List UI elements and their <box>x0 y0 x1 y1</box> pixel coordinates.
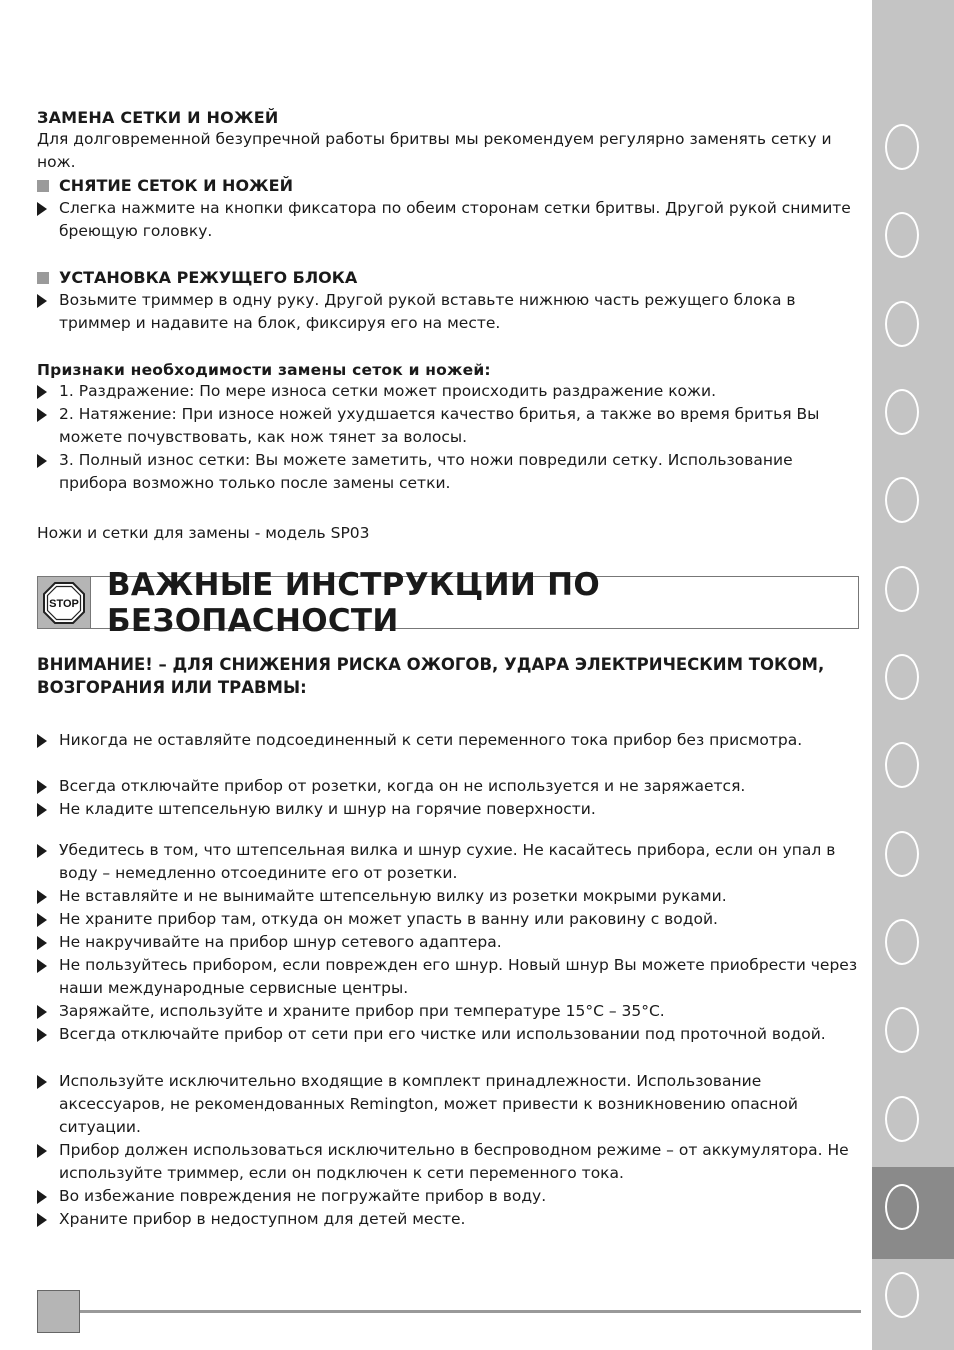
section-removal <box>37 176 863 243</box>
safety-list-group-3 <box>37 839 863 1046</box>
section-title: ЗАМЕНА СЕТКИ И НОЖЕЙ <box>37 108 279 127</box>
language-tab-9[interactable] <box>885 831 919 877</box>
page-number-box <box>37 1290 80 1333</box>
square-bullet-icon <box>37 180 49 192</box>
square-bullet-icon <box>37 272 49 284</box>
language-tab-12[interactable] <box>885 1096 919 1142</box>
list-item: Не кладите штепсельную вилку и шнур на горячие поверхности. <box>37 798 863 821</box>
replacement-note: Ножи и сетки для замены - модель SP03 <box>37 524 370 542</box>
triangle-bullet-icon <box>37 1005 47 1019</box>
triangle-bullet-icon <box>37 385 47 399</box>
language-tab-1[interactable] <box>885 124 919 170</box>
list-item: Слегка нажмите на кнопки фиксатора по обеим сторонам сетки бритвы. Другой рукой снимите бреющую головку. <box>37 197 863 243</box>
language-tab-8[interactable] <box>885 742 919 788</box>
section-signs <box>37 361 863 495</box>
stop-sign-label: STOP <box>49 597 79 610</box>
list-item: Никогда не оставляйте подсоединенный к сети переменного тока прибор без присмотра. <box>37 729 863 752</box>
safety-warning: ВНИМАНИЕ! – ДЛЯ СНИЖЕНИЯ РИСКА ОЖОГОВ, УДАРА ЭЛЕКТРИЧЕСКИМ ТОКОМ, ВОЗГОРАНИЯ ИЛИ ТРАВМЫ: <box>37 655 825 697</box>
language-tab-4[interactable] <box>885 389 919 435</box>
subsection-title: СНЯТИЕ СЕТОК И НОЖЕЙ <box>37 176 863 195</box>
stop-sign-icon <box>42 581 86 625</box>
list-item: Возьмите триммер в одну руку. Другой рукой вставьте нижнюю часть режущего блока в триммер и надавите на блок, фиксируя его на месте. <box>37 289 863 335</box>
language-tab-13[interactable] <box>885 1184 919 1230</box>
triangle-bullet-icon <box>37 1213 47 1227</box>
triangle-bullet-icon <box>37 890 47 904</box>
safety-list-group-1 <box>37 729 863 752</box>
triangle-bullet-icon <box>37 844 47 858</box>
language-tab-3[interactable] <box>885 301 919 347</box>
language-tab-14[interactable] <box>885 1272 919 1318</box>
list-item: 2. Натяжение: При износе ножей ухудшается качество бритья, а также во время бритья Вы можете почувствовать, как нож тянет за волосы. <box>37 403 863 449</box>
section-title: Признаки необходимости замены сеток и ножей: <box>37 361 491 379</box>
language-tab-2[interactable] <box>885 212 919 258</box>
language-tab-10[interactable] <box>885 919 919 965</box>
section-install <box>37 268 863 335</box>
language-tab-7[interactable] <box>885 654 919 700</box>
triangle-bullet-icon <box>37 1028 47 1042</box>
list-item: Не накручивайте на прибор шнур сетевого адаптера. <box>37 931 863 954</box>
triangle-bullet-icon <box>37 1144 47 1158</box>
triangle-bullet-icon <box>37 780 47 794</box>
list-item: Используйте исключительно входящие в комплект принадлежности. Использование аксессуаров, не рекомендованных Remington, может привести к возникновению опасной ситуации. <box>37 1070 863 1139</box>
list-item: Прибор должен использоваться исключительно в беспроводном режиме – от аккумулятора. Не используйте триммер, если он подключен к сети переменного тока. <box>37 1139 863 1185</box>
triangle-bullet-icon <box>37 294 47 308</box>
subsection-title: УСТАНОВКА РЕЖУЩЕГО БЛОКА <box>37 268 863 287</box>
list-item: Всегда отключайте прибор от сети при его чистке или использовании под проточной водой. <box>37 1023 863 1046</box>
safety-title: ВАЖНЫЕ ИНСТРУКЦИИ ПО БЕЗОПАСНОСТИ <box>107 566 601 639</box>
list-item: Не храните прибор там, откуда он может упасть в ванну или раковину с водой. <box>37 908 863 931</box>
triangle-bullet-icon <box>37 408 47 422</box>
triangle-bullet-icon <box>37 936 47 950</box>
language-tab-5[interactable] <box>885 477 919 523</box>
list-item: Во избежание повреждения не погружайте прибор в воду. <box>37 1185 863 1208</box>
list-item: 1. Раздражение: По мере износа сетки может происходить раздражение кожи. <box>37 380 863 403</box>
safety-list-group-4 <box>37 1070 863 1231</box>
footer-rule <box>80 1310 861 1313</box>
triangle-bullet-icon <box>37 1190 47 1204</box>
triangle-bullet-icon <box>37 959 47 973</box>
triangle-bullet-icon <box>37 202 47 216</box>
triangle-bullet-icon <box>37 454 47 468</box>
section-text: Для долговременной безупречной работы бритвы мы рекомендуем регулярно заменять сетку и нож. <box>37 130 832 171</box>
triangle-bullet-icon <box>37 803 47 817</box>
section-replace <box>37 108 863 174</box>
safety-banner <box>37 566 859 639</box>
triangle-bullet-icon <box>37 913 47 927</box>
triangle-bullet-icon <box>37 734 47 748</box>
stop-sign-box <box>38 577 91 628</box>
list-item: Не вставляйте и не вынимайте штепсельную вилку из розетки мокрыми руками. <box>37 885 863 908</box>
list-item: Храните прибор в недоступном для детей месте. <box>37 1208 863 1231</box>
list-item: Заряжайте, используйте и храните прибор при температуре 15°C – 35°C. <box>37 1000 863 1023</box>
list-item: Убедитесь в том, что штепсельная вилка и шнур сухие. Не касайтесь прибора, если он упал в воду – немедленно отсоедините его от розетки. <box>37 839 863 885</box>
list-item: 3. Полный износ сетки: Вы можете заметить, что ножи повредили сетку. Использование прибора возможно только после замены сетки. <box>37 449 863 495</box>
list-item: Всегда отключайте прибор от розетки, когда он не используется и не заряжается. <box>37 775 863 798</box>
triangle-bullet-icon <box>37 1075 47 1089</box>
language-tab-11[interactable] <box>885 1007 919 1053</box>
list-item: Не пользуйтесь прибором, если поврежден его шнур. Новый шнур Вы можете приобрести через наши международные сервисные центры. <box>37 954 863 1000</box>
safety-list-group-2 <box>37 775 863 821</box>
language-tab-6[interactable] <box>885 566 919 612</box>
